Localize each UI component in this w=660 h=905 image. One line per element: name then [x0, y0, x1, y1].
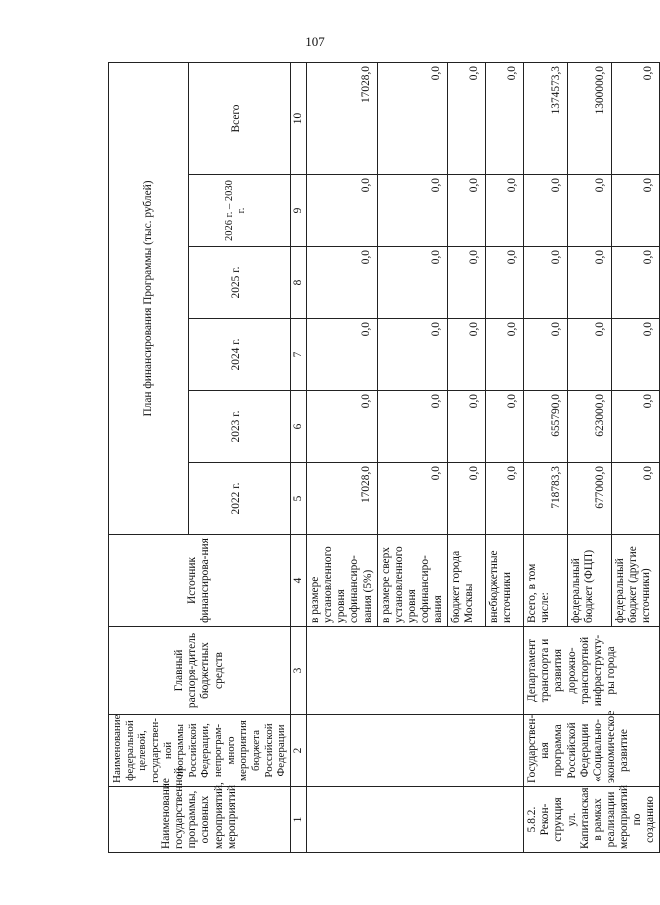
value-cell: 0,0 — [377, 247, 448, 319]
column-number: 5 — [290, 463, 306, 535]
value-cell: 0,0 — [567, 247, 611, 319]
value-cell: 0,0 — [611, 391, 660, 463]
value-cell: 17028,0 — [307, 62, 378, 174]
column-number: 8 — [290, 247, 306, 319]
value-cell: 0,0 — [307, 319, 378, 391]
value-cell: 0,0 — [377, 391, 448, 463]
header-col3: Главный распоря-дитель бюджетных средств — [109, 627, 291, 715]
prev-item-manager-cell — [307, 627, 524, 715]
value-cell: 1374573,3 — [524, 62, 568, 174]
value-cell: 17028,0 — [307, 463, 378, 535]
value-cell: 0,0 — [611, 247, 660, 319]
value-cell: 0,0 — [377, 175, 448, 247]
header-plan-group: План финансирования Программы (тыс. рублей) — [109, 62, 189, 534]
header-year: 2023 г. — [188, 391, 290, 463]
item-name-cell: 5.8.2. Рекон-струкция ул. Капитанская в рамках реализации мероприятий по созданию — [524, 787, 660, 853]
value-cell: 0,0 — [448, 391, 486, 463]
value-cell: 718783,3 — [524, 463, 568, 535]
value-cell: 0,0 — [448, 247, 486, 319]
column-number: 2 — [290, 715, 306, 787]
source-cell: Всего, в том числе: — [524, 535, 568, 627]
value-cell: 0,0 — [611, 175, 660, 247]
column-number: 1 — [290, 787, 306, 853]
value-cell: 0,0 — [307, 247, 378, 319]
value-cell: 0,0 — [486, 319, 524, 391]
column-number: 4 — [290, 535, 306, 627]
value-cell: 0,0 — [567, 319, 611, 391]
value-cell: 0,0 — [486, 247, 524, 319]
value-cell: 0,0 — [307, 391, 378, 463]
column-number: 9 — [290, 175, 306, 247]
column-number: 6 — [290, 391, 306, 463]
source-cell: в размере сверх установленного уровня софинансиро-вания — [377, 535, 448, 627]
prev-item-name-cell — [307, 787, 524, 853]
value-cell: 677000,0 — [567, 463, 611, 535]
value-cell: 0,0 — [486, 175, 524, 247]
column-number: 3 — [290, 627, 306, 715]
source-cell: в размере установленного уровня софинансиро-вания (5%) — [307, 535, 378, 627]
rotated-table-content — [108, 63, 660, 853]
value-cell: 0,0 — [448, 175, 486, 247]
header-col1: Наименование государственной программы, основных мероприятий, мероприятий — [109, 787, 291, 853]
value-cell: 623000,0 — [567, 391, 611, 463]
rotated-table-frame — [108, 63, 660, 853]
source-cell: бюджет города Москвы — [448, 535, 486, 627]
header-year: 2022 г. — [188, 463, 290, 535]
value-cell: 0,0 — [486, 391, 524, 463]
source-cell: внебюджетные источники — [486, 535, 524, 627]
item-program-cell: Государствен-ная программа Российской Федерации «Социально-экономическое развитие — [524, 715, 660, 787]
value-cell: 0,0 — [567, 175, 611, 247]
page-number: 107 — [305, 34, 325, 49]
table-row — [524, 62, 568, 852]
prev-item-program-cell — [307, 715, 524, 787]
value-cell: 0,0 — [307, 175, 378, 247]
value-cell: 0,0 — [377, 62, 448, 174]
source-cell: федеральный бюджет (другие источники) — [611, 535, 660, 627]
value-cell: 0,0 — [611, 463, 660, 535]
value-cell: 0,0 — [524, 175, 568, 247]
table-row — [307, 62, 378, 852]
header-year: 2024 г. — [188, 319, 290, 391]
value-cell: 0,0 — [486, 463, 524, 535]
value-cell: 0,0 — [448, 319, 486, 391]
header-year: 2026 г. – 2030 г. — [188, 175, 290, 247]
value-cell: 0,0 — [377, 319, 448, 391]
header-col2: Наименование федеральной целевой, государствен-ной программы Российской Федерации, непрограм-много мероприятия бюджета Российской Федерации — [109, 715, 291, 787]
column-numbers-row — [290, 62, 306, 852]
header-year: 2025 г. — [188, 247, 290, 319]
value-cell: 0,0 — [486, 62, 524, 174]
value-cell: 0,0 — [377, 463, 448, 535]
value-cell: 655790,0 — [524, 391, 568, 463]
value-cell: 0,0 — [611, 62, 660, 174]
value-cell: 1300000,0 — [567, 62, 611, 174]
item-manager-cell: Департамент транспорта и развития дорожно-транспортной инфраструкту-ры города — [524, 627, 660, 715]
column-number: 10 — [290, 62, 306, 174]
column-number: 7 — [290, 319, 306, 391]
value-cell: 0,0 — [524, 319, 568, 391]
value-cell: 0,0 — [448, 463, 486, 535]
value-cell: 0,0 — [448, 62, 486, 174]
financing-plan-table — [108, 62, 660, 853]
header-col4: Источник финансирова-ния — [109, 535, 291, 627]
source-cell: федеральный бюджет (ФЦП) — [567, 535, 611, 627]
header-total: Всего — [188, 62, 290, 174]
value-cell: 0,0 — [524, 247, 568, 319]
value-cell: 0,0 — [611, 319, 660, 391]
